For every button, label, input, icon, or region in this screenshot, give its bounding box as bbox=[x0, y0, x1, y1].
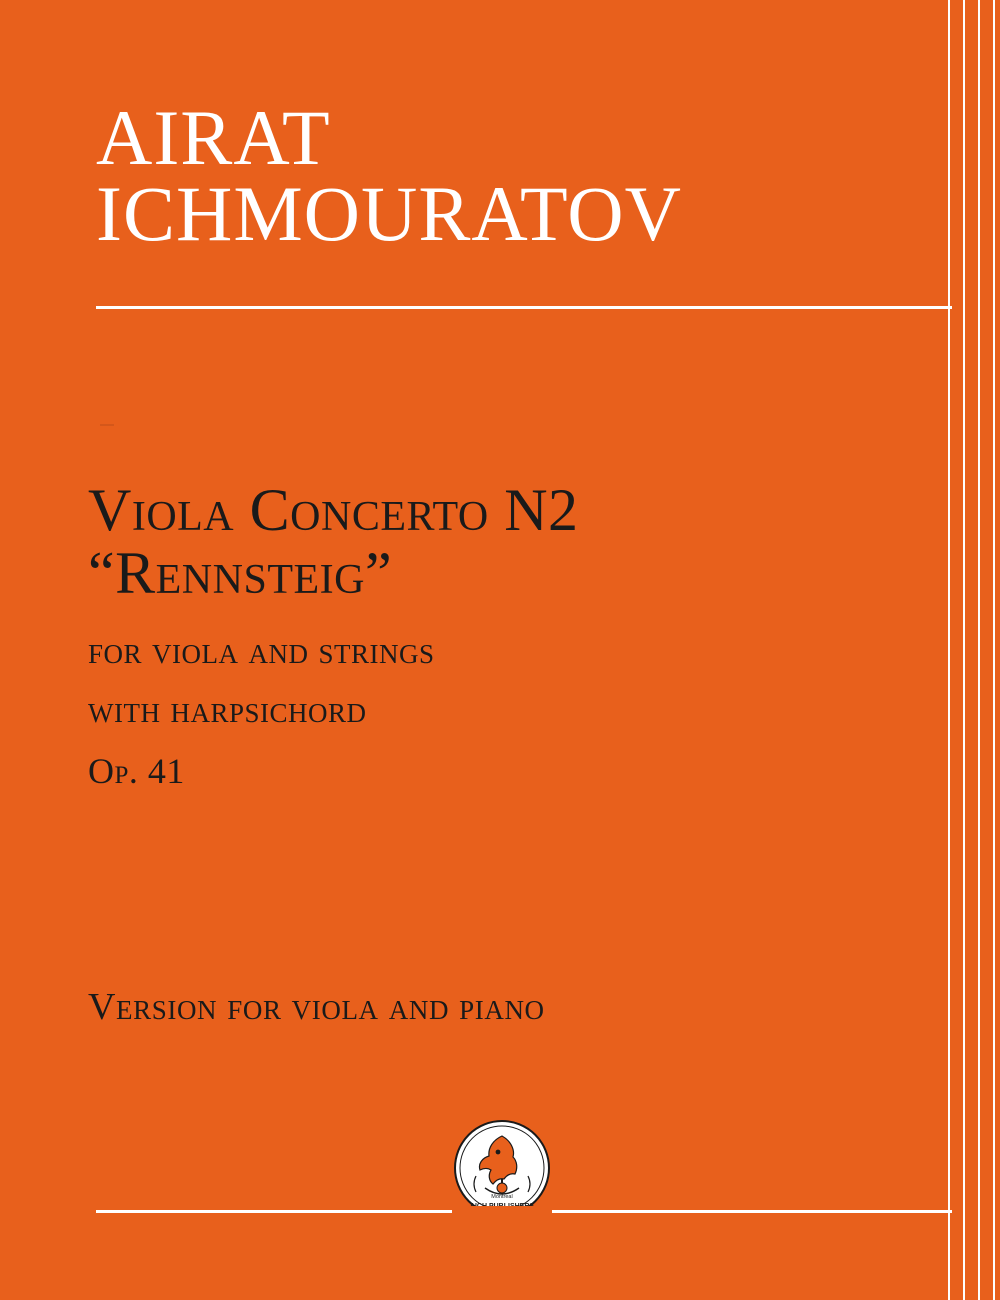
publisher-city: Montreal bbox=[491, 1194, 513, 1200]
divider-bottom-logo-gap bbox=[452, 1206, 552, 1217]
stave-rule-2 bbox=[963, 0, 965, 1300]
composer-last-name: ICHMOURATOV bbox=[96, 170, 682, 258]
instrumentation-line-2: with harpsichord bbox=[88, 688, 367, 731]
stave-rule-3 bbox=[978, 0, 980, 1300]
title-block bbox=[88, 477, 888, 796]
work-nickname: “Rennsteig” bbox=[88, 540, 393, 607]
composer-first-name: AIRAT bbox=[96, 94, 331, 181]
stave-rule-1 bbox=[948, 0, 950, 1300]
publisher-crest-icon bbox=[452, 1118, 552, 1218]
divider-top bbox=[96, 306, 952, 309]
decorative-tick bbox=[100, 424, 114, 426]
instrumentation-line-1: for viola and strings bbox=[88, 629, 435, 672]
stave-rule-4 bbox=[993, 0, 995, 1300]
opus-number: Op. 41 bbox=[88, 750, 185, 791]
work-title: Viola Concerto N2 bbox=[88, 477, 579, 543]
version-note: Version for viola and piano bbox=[88, 986, 545, 1028]
composer-name bbox=[96, 94, 876, 258]
